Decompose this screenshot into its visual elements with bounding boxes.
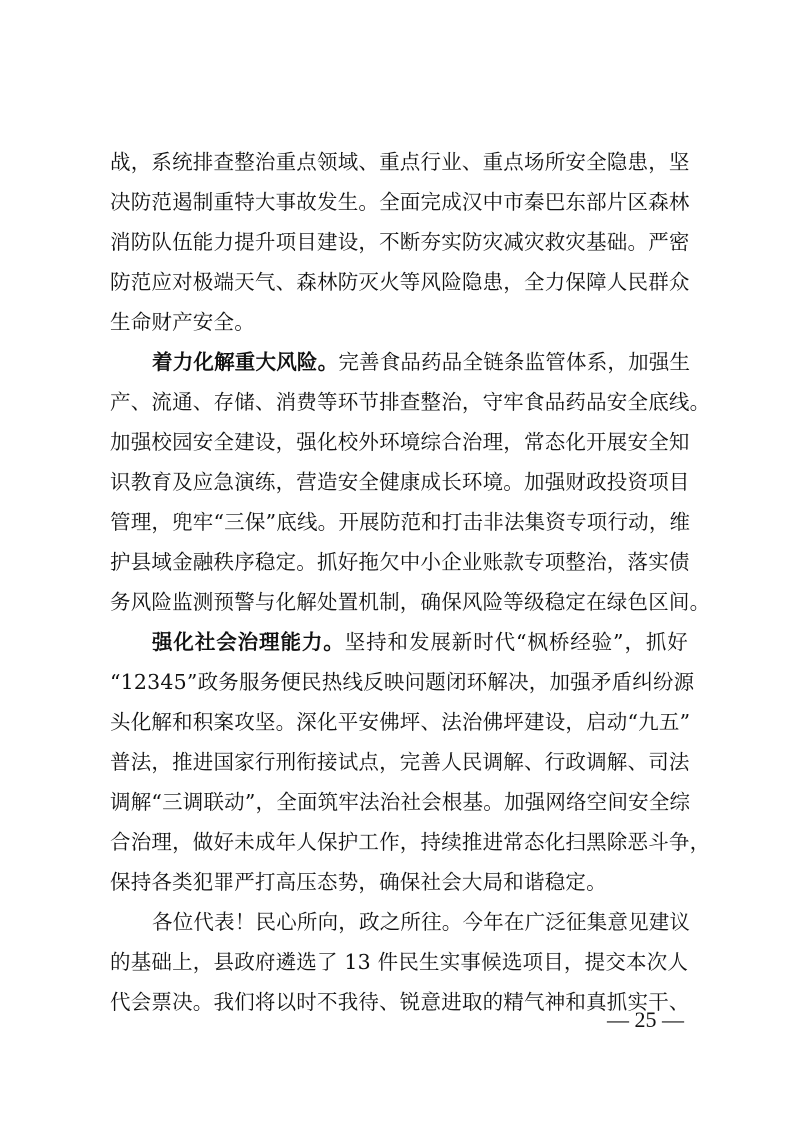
text-line: 保持各类犯罪严打高压态势，确保社会大局和谐稳定。 <box>110 870 607 894</box>
text-line: 战，系统排查整治重点领域、重点行业、重点场所安全隐患，坚 <box>110 150 690 174</box>
section-heading: 着力化解重大风险。 <box>152 350 339 374</box>
text-line: 识教育及应急演练，营造安全健康成长环境。加强财政投资项目 <box>110 470 690 494</box>
text-line: 调解“三调联动”，全面筑牢法治社会根基。加强网络空间安全综 <box>110 790 691 814</box>
text-run: 完善食品药品全链条监管体系，加强生 <box>338 350 691 374</box>
text-line: 决防范遏制重特大事故发生。全面完成汉中市秦巴东部片区森林 <box>110 190 690 214</box>
page-number: — 25 — <box>607 1007 684 1032</box>
paragraph-first-line: 各位代表！民心所向，政之所往。今年在广泛征集意见建议 <box>152 910 691 934</box>
text-line: 护县域金融秩序稳定。抓好拖欠中小企业账款专项整治，落实债 <box>110 550 690 574</box>
paragraph-first-line <box>110 342 691 382</box>
text-line: 生命财产安全。 <box>110 310 255 334</box>
body-text <box>110 142 711 1022</box>
text-line: 普法，推进国家行刑衔接试点，完善人民调解、行政调解、司法 <box>110 750 690 774</box>
text-line: 的基础上，县政府遴选了 13 件民生实事候选项目，提交本次人 <box>110 950 689 974</box>
section-heading: 强化社会治理能力。 <box>152 630 345 654</box>
text-line: 管理，兜牢“三保”底线。开展防范和打击非法集资专项行动，维 <box>110 510 691 534</box>
text-line: 消防队伍能力提升项目建设，不断夯实防灾减灾救灾基础。严密 <box>110 230 690 254</box>
paragraph-first-line <box>110 622 688 662</box>
text-line: “12345”政务服务便民热线反映问题闭环解决，加强矛盾纠纷源 <box>110 670 695 694</box>
text-run: 坚持和发展新时代“枫桥经验”，抓好 <box>344 630 688 654</box>
text-line: 头化解和积案攻坚。深化平安佛坪、法治佛坪建设，启动“九五” <box>110 710 691 734</box>
text-line: 防范应对极端天气、森林防灭火等风险隐患，全力保障人民群众 <box>110 270 690 294</box>
text-line: 产、流通、存储、消费等环节排查整治，守牢食品药品安全底线。 <box>110 390 711 414</box>
text-line: 代会票决。我们将以时不我待、锐意进取的精气神和真抓实干、 <box>110 990 690 1014</box>
text-line: 务风险监测预警与化解处置机制，确保风险等级稳定在绿色区间。 <box>110 590 711 614</box>
text-line: 加强校园安全建设，强化校外环境综合治理，常态化开展安全知 <box>110 430 690 454</box>
text-line: 合治理，做好未成年人保护工作，持续推进常态化扫黑除恶斗争， <box>110 830 711 854</box>
